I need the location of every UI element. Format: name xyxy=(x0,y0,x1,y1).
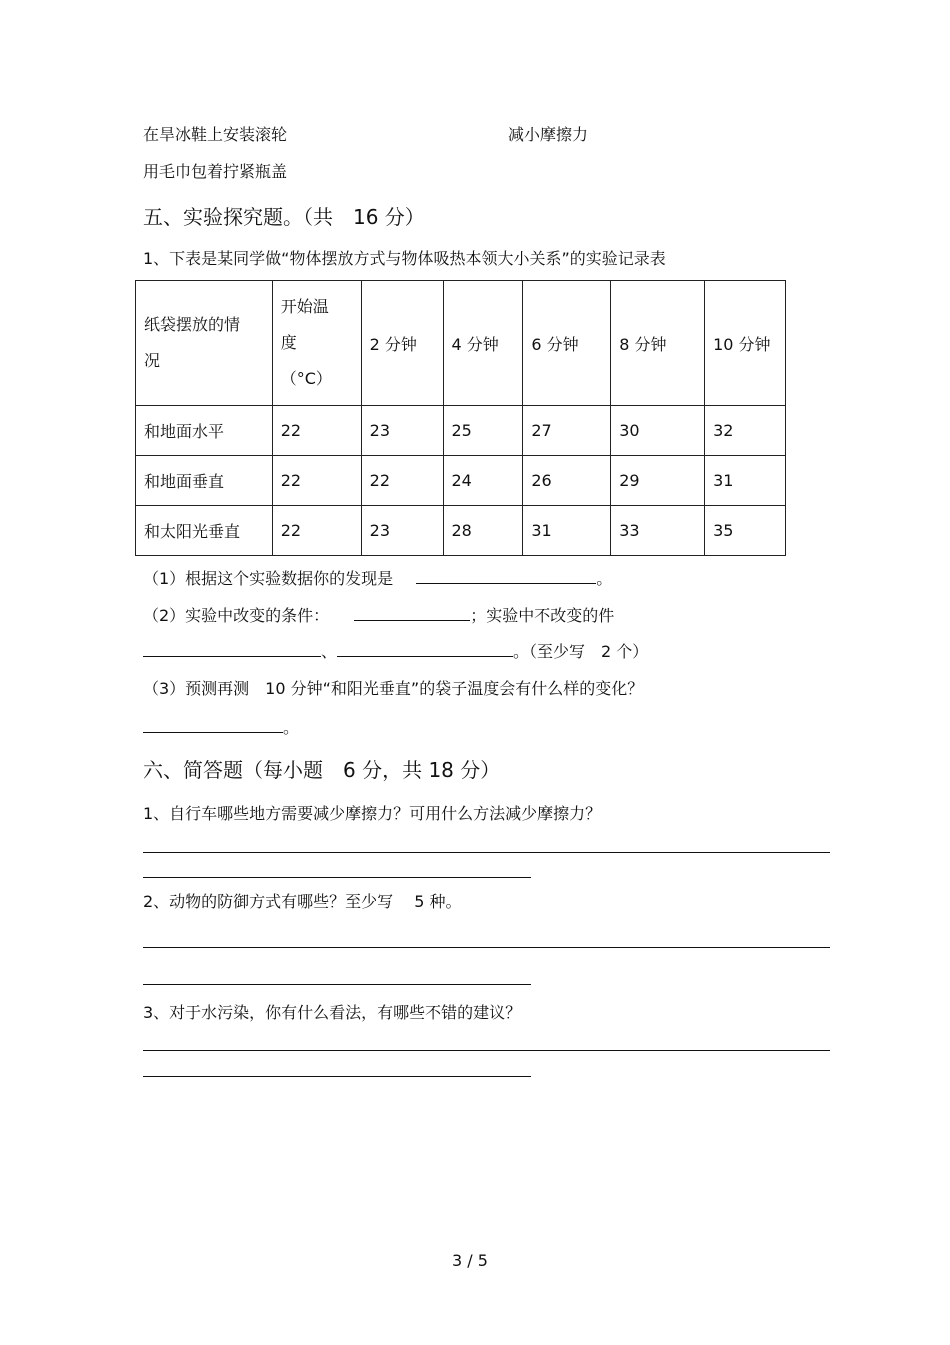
short-answer-question-2: 2、动物的防御方式有哪些？至少写 5 种。 xyxy=(143,892,462,911)
cell-value: 31 xyxy=(523,506,611,556)
sub-question-1 xyxy=(143,567,612,590)
section5-q1-intro: 1、下表是某同学做“物体摆放方式与物体吸热本领大小关系”的实验记录表 xyxy=(143,249,666,268)
header-time-8: 8 分钟 xyxy=(611,281,705,406)
sub-question-2 xyxy=(143,604,614,627)
cell-value: 22 xyxy=(272,456,361,506)
header-time-2: 2 分钟 xyxy=(361,281,443,406)
sub-question-2-end: 。（至少写 2 个） xyxy=(513,642,649,661)
header-start-cell xyxy=(272,281,361,406)
match-row-1-right: 减小摩擦力 xyxy=(508,125,589,144)
cell-value: 32 xyxy=(705,406,786,456)
answer-line[interactable] xyxy=(143,1050,830,1051)
table-row xyxy=(136,406,786,456)
short-answer-question-3: 3、对于水污染，你有什么看法，有哪些不错的建议？ xyxy=(143,1003,522,1022)
section5-heading: 五、实验探究题。（共 16 分） xyxy=(143,205,425,229)
header-time-6: 6 分钟 xyxy=(523,281,611,406)
page-number: 3 / 5 xyxy=(452,1251,488,1270)
cell-value: 31 xyxy=(705,456,786,506)
header-start-line2: 度 xyxy=(280,333,297,352)
answer-blank[interactable] xyxy=(143,640,321,657)
cell-value: 22 xyxy=(272,406,361,456)
cell-value: 23 xyxy=(361,406,443,456)
cell-value: 24 xyxy=(443,456,523,506)
cell-value: 25 xyxy=(443,406,523,456)
cell-value: 22 xyxy=(272,506,361,556)
answer-blank[interactable] xyxy=(143,716,283,733)
answer-line[interactable] xyxy=(143,852,830,853)
answer-line[interactable] xyxy=(143,984,531,985)
table-header-row xyxy=(136,281,786,406)
sub-question-3: （3）预测再测 10 分钟“和阳光垂直”的袋子温度会有什么样的变化？ xyxy=(143,679,644,698)
sub-question-2-sep: 、 xyxy=(321,642,338,661)
experiment-table xyxy=(135,280,786,556)
cell-value: 35 xyxy=(705,506,786,556)
cell-value: 26 xyxy=(523,456,611,506)
cell-value: 33 xyxy=(611,506,705,556)
table-row xyxy=(136,506,786,556)
sub-question-1-end: 。 xyxy=(596,569,613,588)
short-answer-question-1: 1、自行车哪些地方需要减少摩擦力？可用什么方法减少摩擦力？ xyxy=(143,804,602,823)
answer-line[interactable] xyxy=(143,877,531,878)
header-label-cell xyxy=(136,281,273,406)
row-label: 和地面水平 xyxy=(136,406,273,456)
sub-question-3-answer xyxy=(143,716,299,739)
match-row-1-left: 在旱冰鞋上安装滚轮 xyxy=(143,125,288,144)
header-time-10: 10 分钟 xyxy=(705,281,786,406)
header-label-line1: 纸袋摆放的情 xyxy=(144,315,241,334)
header-start-line3: （°C） xyxy=(280,369,332,388)
row-label: 和太阳光垂直 xyxy=(136,506,273,556)
match-row-2-left: 用毛巾包着拧紧瓶盖 xyxy=(143,162,288,181)
row-label: 和地面垂直 xyxy=(136,456,273,506)
sub-question-1-text: （1）根据这个实验数据你的发现是 xyxy=(143,569,394,588)
cell-value: 30 xyxy=(611,406,705,456)
header-time-4: 4 分钟 xyxy=(443,281,523,406)
table-row xyxy=(136,456,786,506)
cell-value: 29 xyxy=(611,456,705,506)
section6-heading: 六、简答题（每小题 6 分，共 18 分） xyxy=(143,758,501,782)
sub-question-2-line2 xyxy=(143,640,648,663)
header-label-line2: 况 xyxy=(144,351,161,370)
cell-value: 27 xyxy=(523,406,611,456)
answer-blank[interactable] xyxy=(354,604,470,621)
answer-blank[interactable] xyxy=(416,567,596,584)
answer-line[interactable] xyxy=(143,947,830,948)
sub-question-3-end: 。 xyxy=(283,718,300,737)
header-start-line1: 开始温 xyxy=(280,297,329,316)
cell-value: 28 xyxy=(443,506,523,556)
sub-question-2-text-a: （2）实验中改变的条件： xyxy=(143,606,330,625)
answer-blank[interactable] xyxy=(337,640,513,657)
answer-line[interactable] xyxy=(143,1076,531,1077)
cell-value: 22 xyxy=(361,456,443,506)
sub-question-2-text-b: ；实验中不改变的件 xyxy=(470,606,615,625)
cell-value: 23 xyxy=(361,506,443,556)
